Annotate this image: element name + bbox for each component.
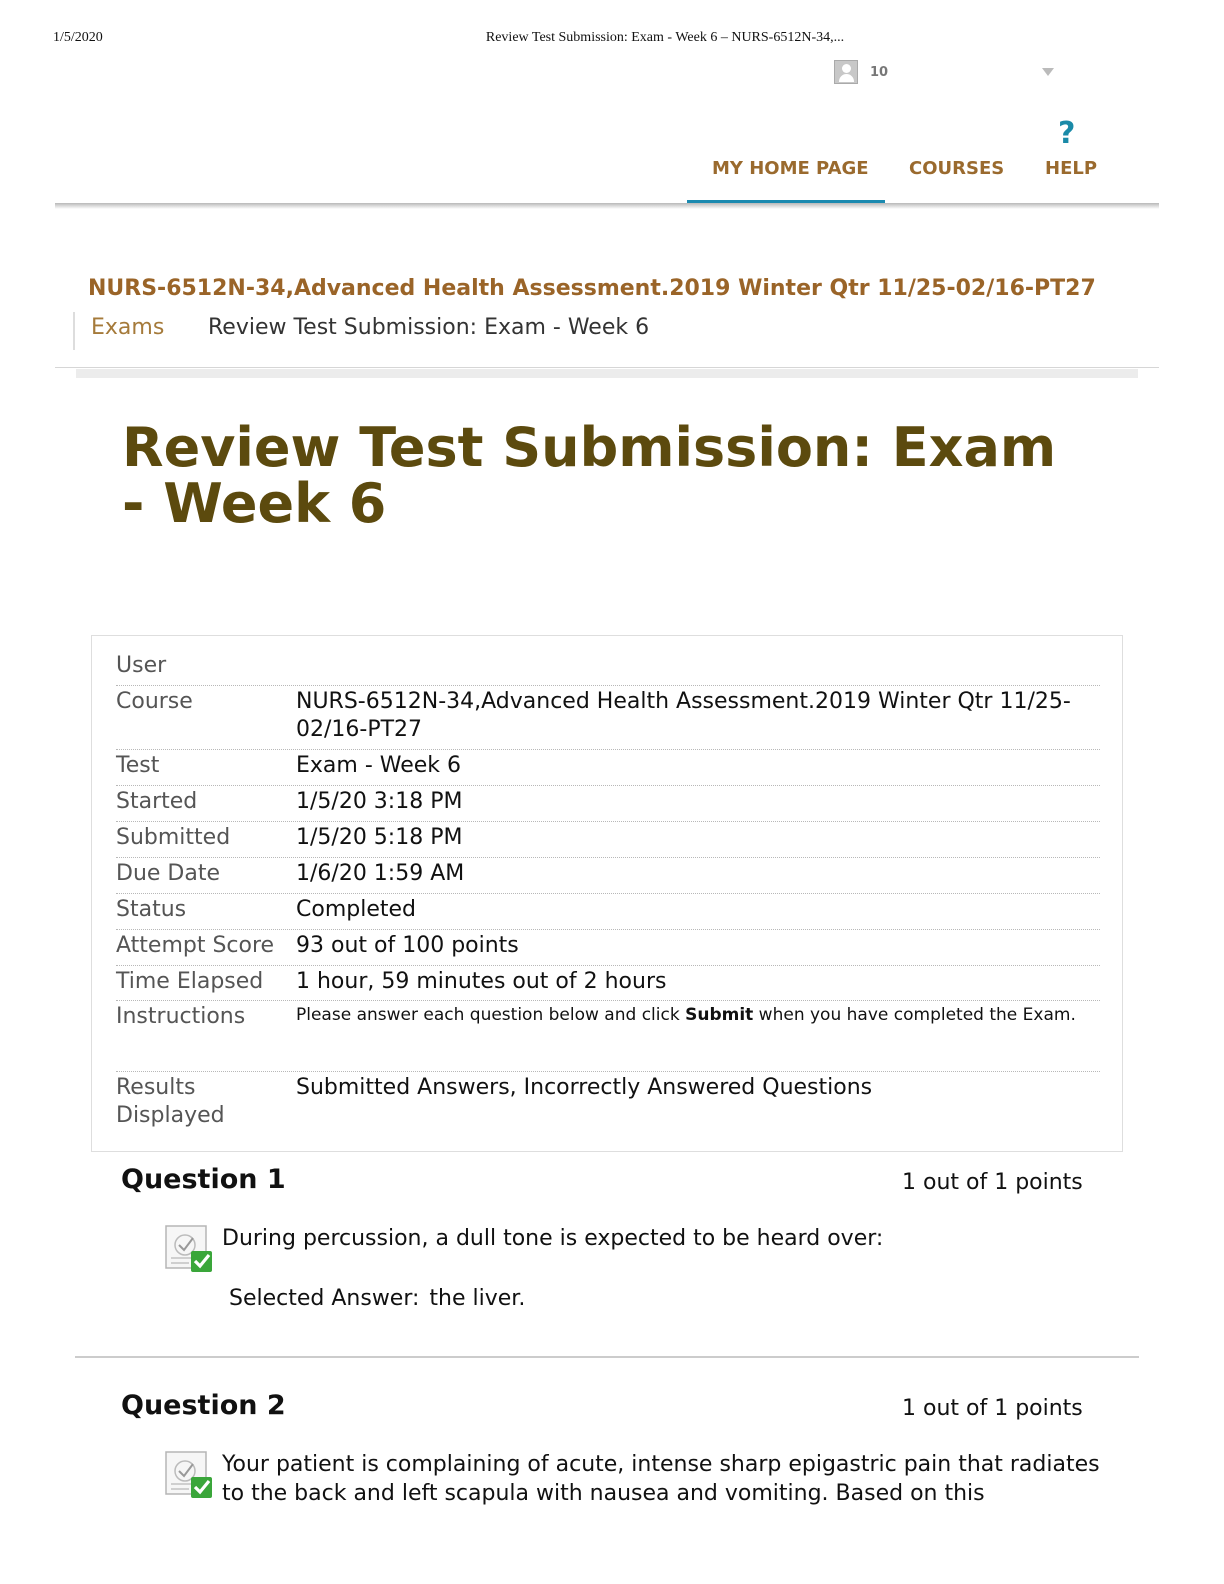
header-divider bbox=[55, 203, 1159, 209]
question-divider bbox=[75, 1356, 1139, 1358]
avatar-icon[interactable] bbox=[834, 60, 858, 84]
detail-label: Results Displayed bbox=[116, 1075, 225, 1128]
detail-label: Due Date bbox=[116, 861, 220, 886]
course-title[interactable]: NURS-6512N-34,Advanced Health Assessment.2019 Winter Qtr 11/25-02/16-PT27 bbox=[88, 276, 1096, 301]
detail-label: Test bbox=[116, 753, 160, 778]
question-1-title: Question 1 bbox=[121, 1164, 286, 1195]
detail-value: Exam - Week 6 bbox=[296, 753, 462, 778]
chevron-down-icon[interactable] bbox=[1042, 68, 1054, 76]
detail-row-instructions bbox=[116, 1001, 1100, 1072]
detail-row-course bbox=[116, 686, 1100, 750]
correct-answer-icon bbox=[165, 1224, 213, 1272]
notification-count[interactable]: 10 bbox=[870, 64, 889, 80]
detail-label: Course bbox=[116, 689, 193, 714]
print-title: Review Test Submission: Exam - Week 6 – NURS-6512N-34,... bbox=[485, 30, 845, 45]
question-2-title: Question 2 bbox=[121, 1390, 286, 1421]
question-1-text: During percussion, a dull tone is expected to be heard over: bbox=[222, 1226, 884, 1251]
detail-row-test bbox=[116, 750, 1100, 786]
question-1-answer bbox=[229, 1286, 525, 1311]
user-menu[interactable] bbox=[834, 60, 888, 84]
detail-label: Status bbox=[116, 897, 187, 922]
detail-label: Submitted bbox=[116, 825, 231, 850]
detail-row-status bbox=[116, 894, 1100, 930]
breadcrumb-current: Review Test Submission: Exam - Week 6 bbox=[208, 315, 650, 340]
detail-row-due-date bbox=[116, 858, 1100, 894]
nav-courses[interactable]: COURSES bbox=[909, 158, 1005, 179]
detail-value: 93 out of 100 points bbox=[296, 933, 519, 958]
detail-value: 1 hour, 59 minutes out of 2 hours bbox=[296, 969, 667, 994]
print-date: 1/5/2020 bbox=[53, 30, 103, 45]
detail-label: Instructions bbox=[116, 1004, 246, 1029]
detail-row-attempt-score bbox=[116, 930, 1100, 966]
detail-value: 1/5/20 5:18 PM bbox=[296, 825, 463, 850]
question-1-points: 1 out of 1 points bbox=[902, 1170, 1083, 1195]
nav-my-home-page[interactable]: MY HOME PAGE bbox=[712, 158, 869, 179]
selected-answer-label: Selected Answer: bbox=[229, 1286, 420, 1311]
breadcrumb-band bbox=[76, 369, 1138, 378]
detail-row-results-displayed bbox=[116, 1072, 1100, 1136]
detail-label: Time Elapsed bbox=[116, 969, 264, 994]
detail-row-user bbox=[116, 650, 1100, 686]
detail-row-time-elapsed bbox=[116, 966, 1100, 1001]
breadcrumb-exams-link[interactable]: Exams bbox=[91, 315, 165, 340]
selected-answer-value: the liver. bbox=[429, 1286, 526, 1311]
detail-value: Submitted Answers, Incorrectly Answered Questions bbox=[296, 1075, 873, 1100]
detail-label: Started bbox=[116, 789, 198, 814]
detail-value: Completed bbox=[296, 897, 416, 922]
detail-label: Attempt Score bbox=[116, 933, 275, 958]
nav-help[interactable]: HELP bbox=[1045, 158, 1098, 179]
detail-label: User bbox=[116, 653, 167, 678]
help-icon[interactable]: ? bbox=[1058, 116, 1076, 151]
detail-value: NURS-6512N-34,Advanced Health Assessment.2019 Winter Qtr 11/25-02/16-PT27 bbox=[296, 689, 1071, 742]
question-2-text: Your patient is complaining of acute, intense sharp epigastric pain that radiates to the back and left scapula with nausea and vomiting. Based on this bbox=[222, 1452, 1100, 1506]
submission-details bbox=[91, 635, 1123, 1152]
page-title: Review Test Submission: Exam - Week 6 bbox=[122, 416, 1057, 535]
submit-keyword: Submit bbox=[685, 1005, 754, 1025]
detail-value: 1/6/20 1:59 AM bbox=[296, 861, 465, 886]
question-2-points: 1 out of 1 points bbox=[902, 1396, 1083, 1421]
detail-row-started bbox=[116, 786, 1100, 822]
detail-value: 1/5/20 3:18 PM bbox=[296, 789, 463, 814]
correct-answer-icon bbox=[165, 1450, 213, 1498]
breadcrumb-divider bbox=[55, 367, 1159, 368]
breadcrumb bbox=[73, 312, 650, 350]
detail-row-submitted bbox=[116, 822, 1100, 858]
instructions-text: Please answer each question below and click Submit when you have completed the Exam. bbox=[296, 1005, 1076, 1025]
